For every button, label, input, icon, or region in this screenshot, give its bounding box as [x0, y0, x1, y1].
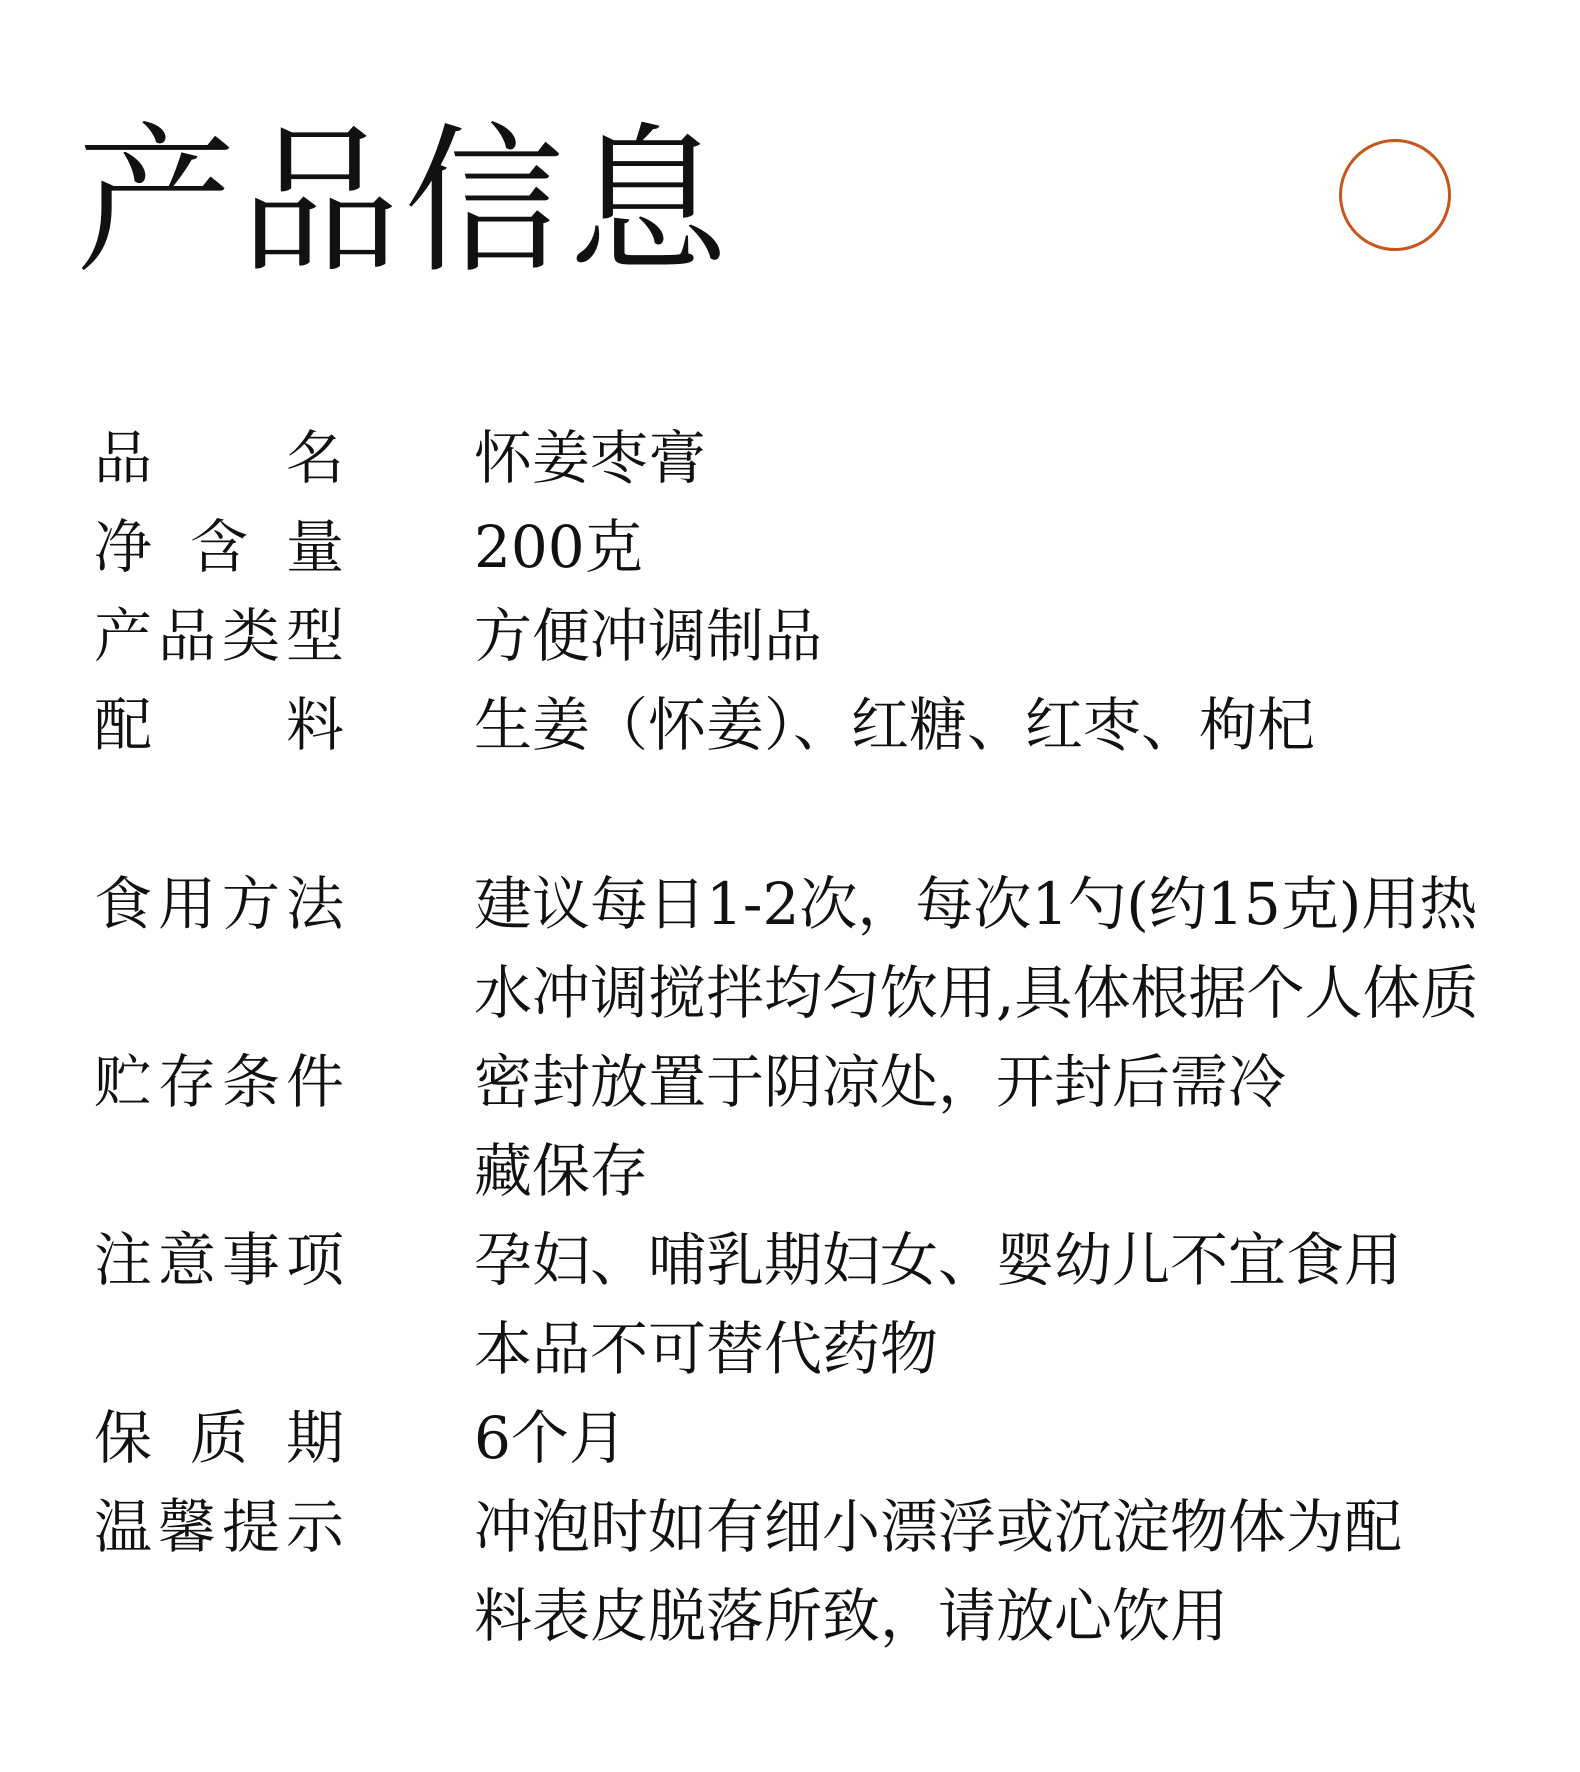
info-label: [94, 1038, 344, 1127]
info-label-char: 馨: [157, 1493, 216, 1561]
info-value-line: 料表皮脱落所致，请放心饮用: [474, 1582, 1229, 1650]
info-label-char: 温: [94, 1493, 153, 1561]
info-label-char: 方: [221, 870, 280, 938]
info-label: [94, 1216, 344, 1305]
info-label: [94, 503, 344, 592]
info-value-line: 冲泡时如有细小漂浮或沉淀物体为配: [474, 1493, 1403, 1561]
info-label: [94, 592, 344, 681]
info-label: [94, 1483, 344, 1572]
info-value-line: 孕妇、哺乳期妇女、婴幼儿不宜食用: [474, 1226, 1403, 1294]
circle-icon: [1339, 139, 1451, 251]
info-label-char: 类: [221, 602, 280, 670]
info-label-char: 法: [285, 870, 344, 938]
info-label-char: 型: [285, 602, 344, 670]
info-label-char: 期: [285, 1404, 344, 1472]
info-label: [94, 414, 344, 503]
info-value-line: 方便冲调制品: [474, 602, 823, 670]
info-label-char: 件: [285, 1048, 344, 1116]
info-value: [474, 681, 1574, 770]
info-label: [94, 1394, 344, 1483]
info-value-line: 水冲调搅拌均匀饮用,具体根据个人体质: [474, 959, 1479, 1027]
info-label-char: 净: [94, 513, 153, 581]
info-label-char: 配: [94, 691, 153, 759]
info-value-line: 藏保存: [474, 1137, 649, 1205]
info-value: [474, 1483, 1574, 1661]
info-value-line: 建议每日1-2次，每次1勺(约15克)用热: [474, 870, 1478, 938]
info-label-char: 质: [189, 1404, 248, 1472]
info-value: [474, 592, 1574, 681]
info-label-char: 贮: [94, 1048, 153, 1116]
info-label-char: 食: [94, 870, 153, 938]
info-label-char: 提: [221, 1493, 280, 1561]
info-value: [474, 1038, 1574, 1216]
info-label-char: 用: [157, 870, 216, 938]
info-label-char: 示: [285, 1493, 344, 1561]
info-value-line: 怀姜枣膏: [474, 424, 707, 492]
info-value: [474, 1216, 1574, 1394]
info-label-char: 含: [189, 513, 248, 581]
info-value-line: 本品不可替代药物: [474, 1315, 939, 1383]
info-label: [94, 860, 344, 949]
info-label-char: 条: [221, 1048, 280, 1116]
info-value-line: 6个月: [474, 1404, 627, 1472]
info-label-char: 注: [94, 1226, 153, 1294]
info-value: [474, 503, 1574, 592]
info-value: [474, 860, 1574, 1038]
info-value-line: 200克: [474, 513, 643, 581]
info-label-char: 产: [94, 602, 153, 670]
info-label-char: 量: [285, 513, 344, 581]
info-label-char: 项: [285, 1226, 344, 1294]
info-label-char: 品: [94, 424, 153, 492]
info-label-char: 意: [157, 1226, 216, 1294]
info-label-char: 保: [94, 1404, 153, 1472]
info-label-char: 料: [285, 691, 344, 759]
info-label-char: 存: [157, 1048, 216, 1116]
page-title: 产品信息: [76, 108, 733, 295]
info-value-line: 生姜（怀姜）、红糖、红枣、枸杞: [474, 691, 1316, 759]
info-label-char: 品: [157, 602, 216, 670]
info-label: [94, 681, 344, 770]
info-value-line: 密封放置于阴凉处，开封后需冷: [474, 1048, 1287, 1116]
info-value: [474, 1394, 1574, 1483]
info-label-char: 名: [285, 424, 344, 492]
info-value: [474, 414, 1574, 503]
info-label-char: 事: [221, 1226, 280, 1294]
